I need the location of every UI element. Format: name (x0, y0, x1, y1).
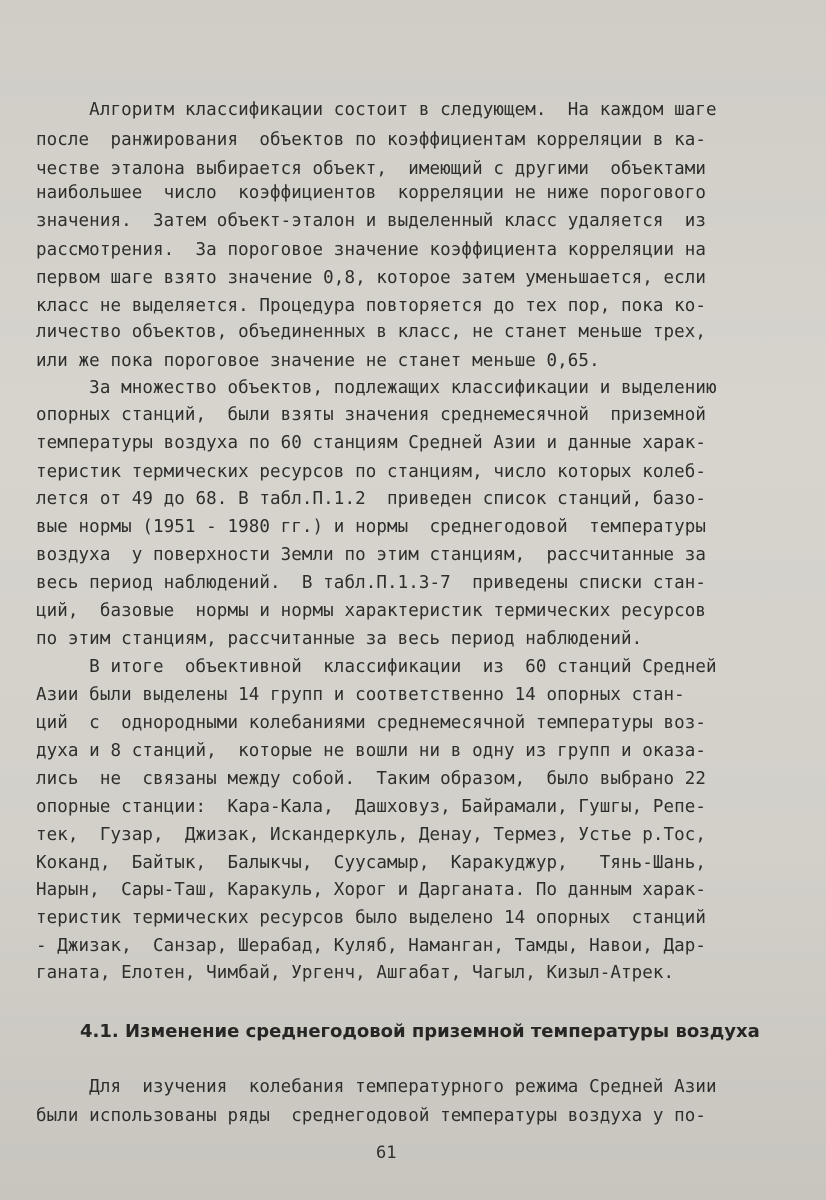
text-line: первом шаге взято значение 0,8, которое затем уменьшается, если (36, 268, 707, 288)
text-line: Коканд, Байтык, Балыкчы, Суусамыр, Каракуджур, Тянь-Шань, (36, 853, 707, 873)
text-line: ганата, Елотен, Чимбай, Ургенч, Ашгабат, Чагыл, Кизыл-Атрек. (36, 963, 675, 983)
text-line: опорные станции: Кара-Кала, Дашховуз, Байрамали, Гушгы, Репе- (36, 797, 707, 817)
text-line: честве эталона выбирается объект, имеющий с другими объектами (36, 159, 707, 179)
text-line: весь период наблюдений. В табл.П.1.3-7 приведены списки стан- (36, 573, 707, 593)
text-line: класс не выделяется. Процедура повторяется до тех пор, пока ко- (36, 296, 707, 316)
text-line: теристик термических ресурсов по станциям, число которых колеб- (36, 462, 707, 482)
text-line: тек, Гузар, Джизак, Искандеркуль, Денау, Термез, Устье р.Тос, (36, 825, 707, 845)
text-line: Для изучения колебания температурного режима Средней Азии (36, 1077, 717, 1097)
text-line: значения. Затем объект-эталон и выделенный класс удаляется из (36, 211, 707, 231)
text-line: - Джизак, Санзар, Шерабад, Куляб, Наманган, Тамды, Навои, Дар- (36, 936, 707, 956)
text-line: лется от 49 до 68. В табл.П.1.2 приведен список станций, базо- (36, 489, 707, 509)
text-line: ций, базовые нормы и нормы характеристик термических ресурсов (36, 601, 707, 621)
text-line: наибольшее число коэффициентов корреляции не ниже порогового (36, 183, 707, 203)
text-line: температуры воздуха по 60 станциям Средней Азии и данные харак- (36, 433, 707, 453)
text-line: За множество объектов, подлежащих классификации и выделению (36, 378, 717, 398)
text-line: В итоге объективной классификации из 60 станций Средней (36, 657, 717, 677)
text-line: ций с однородными колебаниями среднемесячной температуры воз- (36, 713, 707, 733)
text-line: опорных станций, были взяты значения среднемесячной приземной (36, 405, 707, 425)
text-line: теристик термических ресурсов было выделено 14 опорных станций (36, 908, 707, 928)
text-line: рассмотрения. За пороговое значение коэффициента корреляции на (36, 240, 707, 260)
text-line: были использованы ряды среднегодовой температуры воздуха у по- (36, 1106, 707, 1126)
page-number: 61 (376, 1143, 397, 1163)
text-line: духа и 8 станций, которые не вошли ни в одну из групп и оказа- (36, 741, 707, 761)
text-line: Нарын, Сары-Таш, Каракуль, Хорог и Дарганата. По данным харак- (36, 880, 707, 900)
text-line: воздуха у поверхности Земли по этим станциям, рассчитанные за (36, 545, 707, 565)
text-line: Азии были выделены 14 групп и соответственно 14 опорных стан- (36, 685, 685, 705)
text-line: лись не связаны между собой. Таким образом, было выбрано 22 (36, 769, 707, 789)
text-line: вые нормы (1951 - 1980 гг.) и нормы среднегодовой температуры (36, 517, 707, 537)
text-line: личество объектов, объединенных в класс, не станет меньше трех, (36, 322, 707, 342)
text-line: после ранжирования объектов по коэффициентам корреляции в ка- (36, 130, 707, 150)
text-line: Алгоритм классификации состоит в следующем. На каждом шаге (36, 100, 717, 120)
text-line: или же пока пороговое значение не станет меньше 0,65. (36, 351, 600, 371)
text-line: по этим станциям, рассчитанные за весь период наблюдений. (36, 629, 643, 649)
section-heading: 4.1. Изменение среднегодовой приземной температуры воздуха (80, 1021, 760, 1042)
